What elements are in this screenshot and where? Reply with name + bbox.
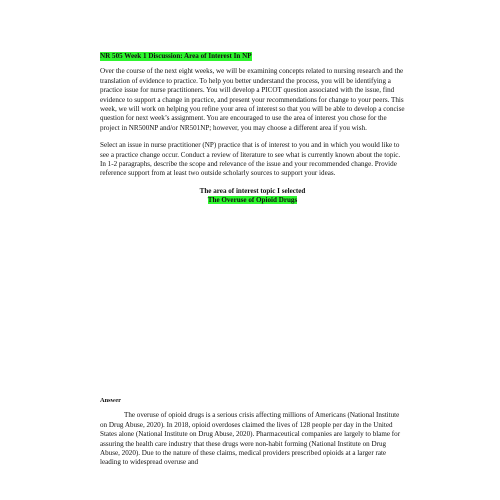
answer-label: Answer bbox=[100, 397, 121, 404]
document-body bbox=[100, 52, 405, 206]
intro-paragraph: Over the course of the next eight weeks, we will be examining concepts related to nursing research and the translation of evidence to practice. To help you better understand the process, you will be identifying a practice issue for nurse practitioners. You will develop a PICOT question associated with the issue, find evidence to support a change in practice, and present your recommendations for change to your peers. This week, we will work on helping you refine your area of interest so that you will be able to develop a concise question for next week’s assignment. You are encouraged to use the area of interest you chose for the project in NR500NP and/or NR501NP; however, you may choose a different area if you wish. bbox=[100, 67, 405, 132]
answer-section bbox=[100, 396, 405, 476]
document-title: NR 505 Week 1 Discussion: Area of Interest In NP bbox=[100, 52, 252, 60]
topic-highlight: The Overuse of Opioid Drugs bbox=[207, 196, 298, 205]
instructions-paragraph: Select an issue in nurse practitioner (NP) practice that is of interest to you and in which you would like to see a practice change occur. Conduct a review of literature to see what is currently known about the topic. In 1-2 paragraphs, describe the scope and relevance of the issue and your recommended change. Provide reference support from at least two outside scholarly sources to support your ideas. bbox=[100, 141, 401, 178]
answer-paragraph: The overuse of opioid drugs is a serious crisis affecting millions of Americans (National Institute on Drug Abuse, 2020). In 2018, opioid overdoses claimed the lives of 128 people per day in the United States alone (National Institute on Drug Abuse, 2020). Pharmaceutical companies are largely to blame for assuring the health care industry that these drugs were non-habit forming (National Institute on Drug Abuse, 2020). Due to the nature of these claims, medical providers prescribed opioids at a larger rate leading to widespread overuse and bbox=[100, 411, 401, 467]
topic-heading: The area of interest topic I selected bbox=[199, 186, 306, 195]
